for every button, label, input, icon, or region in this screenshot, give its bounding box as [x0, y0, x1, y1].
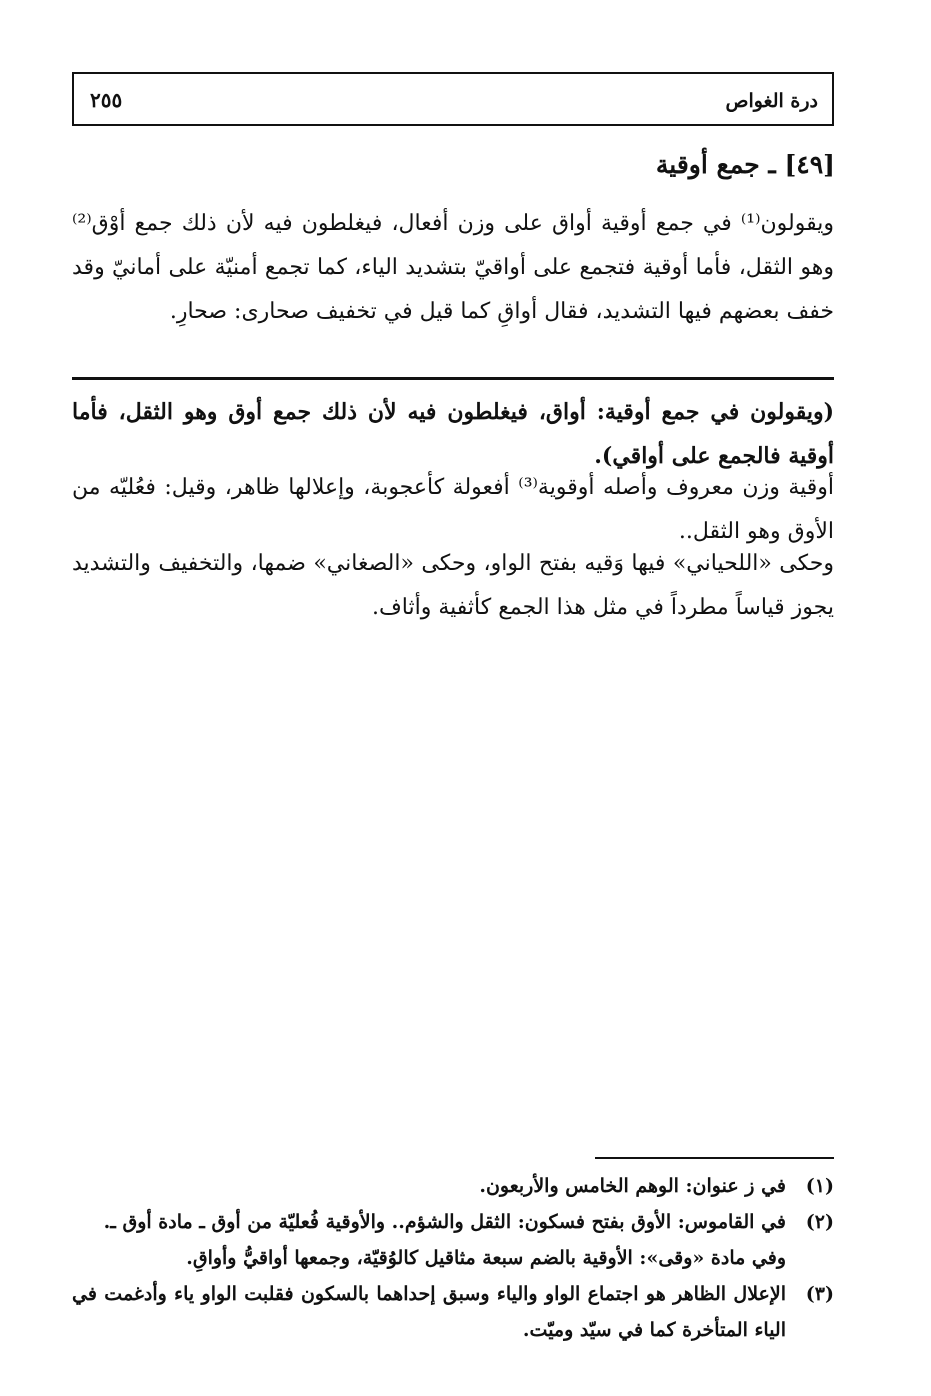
footnote: [72, 1168, 834, 1204]
book-title: درة الغواص: [725, 90, 818, 112]
footnote: [72, 1204, 834, 1276]
section-divider: [72, 377, 834, 380]
footnote: [72, 1276, 834, 1348]
footnote-text: في ز عنوان: الوهم الخامس والأربعون.: [479, 1175, 786, 1197]
section-heading: [٤٩] ـ جمع أوقية: [655, 150, 835, 179]
page-number: ٢٥٥: [90, 88, 123, 112]
footnote-text: وفي مادة «وقى»: الأوقية بالضم سبعة مثاقيل كالوُقيّة، وجمعها أواقيُّ وأواقِ.: [186, 1247, 786, 1269]
footnote-number: (٣): [805, 1283, 834, 1305]
footnote-number: (١): [805, 1175, 834, 1197]
main-paragraph: ويقولون⁽¹⁾ في جمع أوقية أواق على وزن أفعال، فيغلطون فيه لأن ذلك جمع أوْق⁽²⁾ وهو الثقل، فأما أوقية فتجمع على أواقيّ بتشديد الياء، كما تجمع أمنيّة على أمانيّ وقد خفف بعضهم فيها التشديد، فقال أواقِ كما قيل في تخفيف صحارى: صحارِ.: [72, 211, 834, 324]
footnote-text: الإعلال الظاهر هو اجتماع الواو والياء وسبق إحداهما بالسكون فقلبت الواو ياء وأدغمت في الياء المتأخرة كما في سيّد وميّت.: [72, 1283, 786, 1341]
footnote-divider: [595, 1157, 834, 1159]
commentary-paragraph: أوقية وزن معروف وأصله أوقوية⁽³⁾ أفعولة كأعجوبة، وإعلالها ظاهر، وقيل: فعُليّه من الأوق وهو الثقل..: [72, 475, 835, 544]
footnote-text: في القاموس: الأوق بفتح فسكون: الثقل والشؤم.. والأوقية فُعليّة من أوق ـ مادة أوق ـ.: [103, 1211, 786, 1233]
footnote-number: (٢): [805, 1211, 834, 1233]
footnotes: [72, 1168, 834, 1348]
quoted-paragraph: (ويقولون في جمع أوقية: أواق، فيغلطون فيه لأن ذلك جمع أوق وهو الثقل، فأما أوقية فالجمع على أواقي).: [72, 399, 834, 469]
commentary-paragraph-2: وحكى «اللحياني» فيها وَقيه بفتح الواو، وحكى «الصغاني» ضمها، والتخفيف والتشديد يجوز قياساً مطرداً في مثل هذا الجمع كأثفية وأثاف.: [72, 551, 834, 620]
running-header: [72, 72, 834, 126]
